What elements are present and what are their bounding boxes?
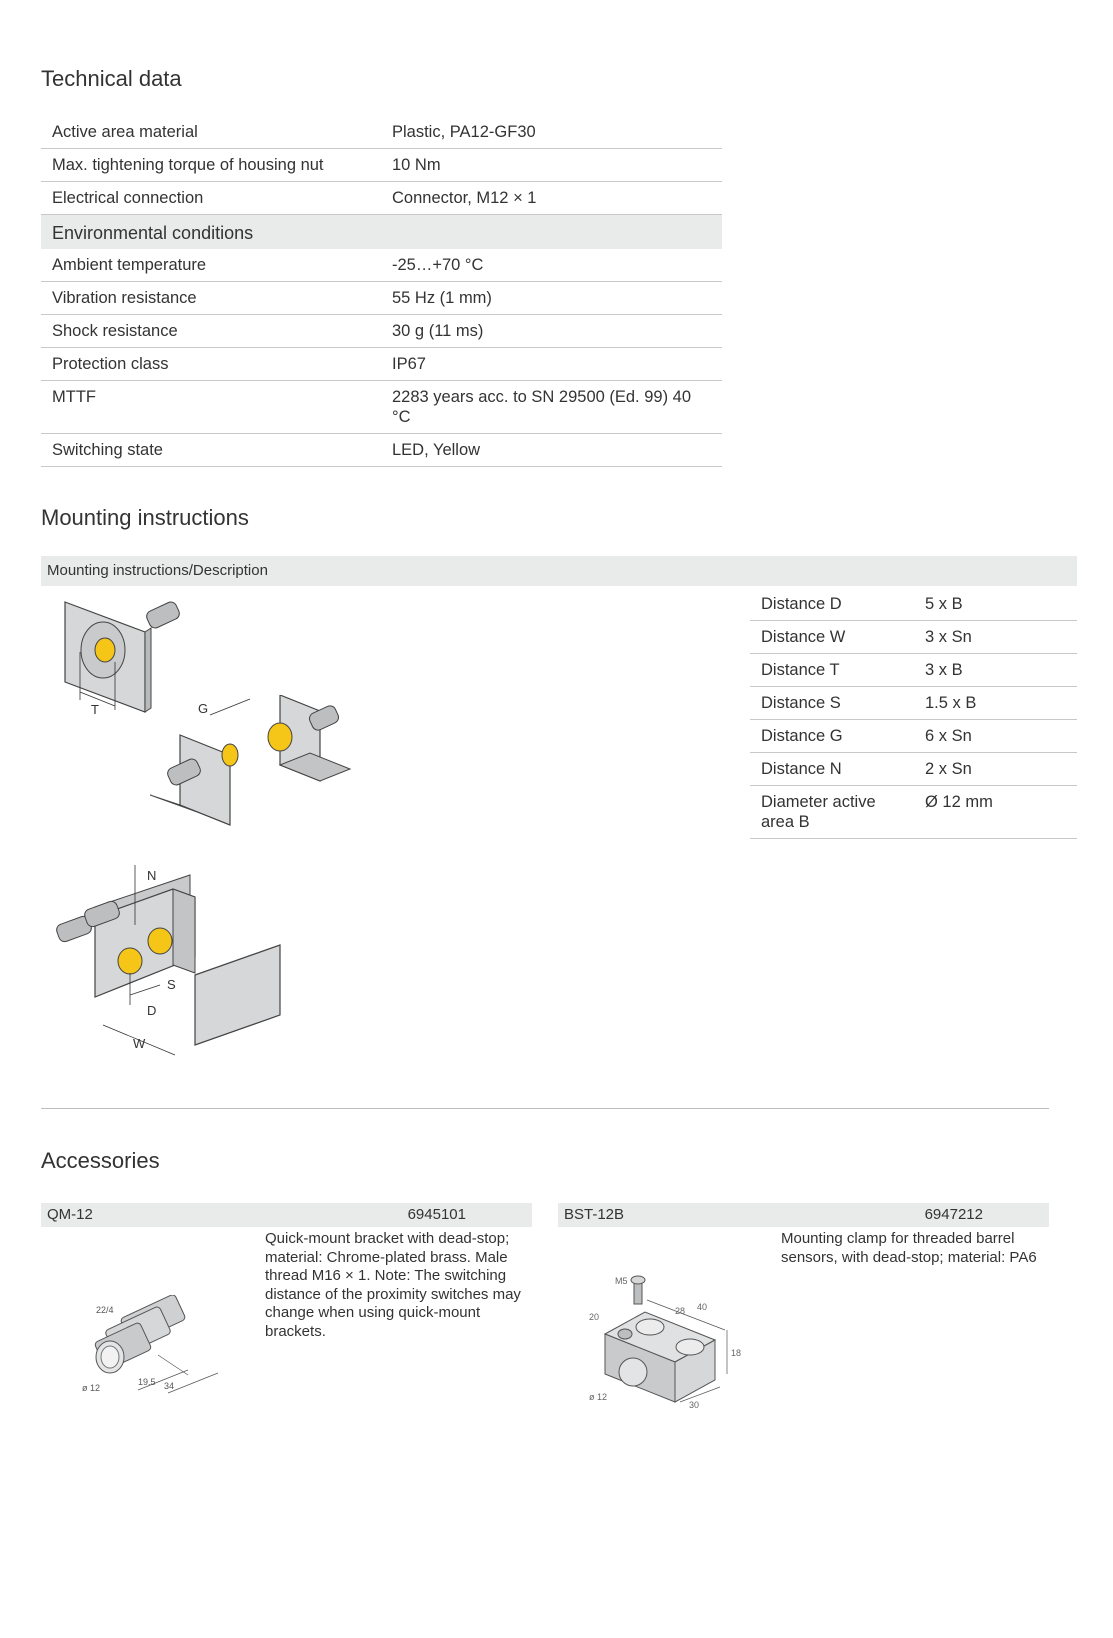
row-label: Ambient temperature xyxy=(41,249,381,282)
accessory-code: 6945101 xyxy=(407,1206,466,1223)
technical-data-table xyxy=(41,116,722,467)
table-row xyxy=(750,621,1077,654)
dim-b: 28 xyxy=(675,1306,686,1316)
row-label: Vibration resistance xyxy=(41,282,381,315)
accessory-image-bst-12b xyxy=(585,1262,745,1412)
mounting-title: Mounting instructions xyxy=(41,505,249,530)
row-label: Electrical connection xyxy=(41,182,381,215)
dim-wrench: 22/4 xyxy=(96,1305,114,1315)
row-label: Distance N xyxy=(750,753,914,786)
dim-length-1: 19.5 xyxy=(138,1377,156,1387)
row-value: Connector, M12 × 1 xyxy=(381,182,722,215)
label-s: S xyxy=(167,977,176,992)
accessory-name: QM-12 xyxy=(47,1206,93,1223)
row-label: MTTF xyxy=(41,381,381,434)
row-value: 3 x Sn xyxy=(914,621,1077,654)
accessory-name: BST-12B xyxy=(564,1206,625,1223)
table-row xyxy=(41,434,722,467)
row-label: Distance S xyxy=(750,687,914,720)
row-label: Protection class xyxy=(41,348,381,381)
dim-diameter: ø 12 xyxy=(82,1383,101,1393)
accessory-image-qm-12 xyxy=(78,1295,228,1395)
label-t: T xyxy=(91,702,99,717)
table-row xyxy=(41,249,722,282)
dim-length-2: 34 xyxy=(164,1381,175,1391)
accessory-code: 6947212 xyxy=(924,1206,983,1223)
mounting-distances-table xyxy=(750,588,1077,839)
dim-screw: M5 xyxy=(615,1276,628,1286)
table-row xyxy=(41,116,722,149)
row-value: 6 x Sn xyxy=(914,720,1077,753)
row-value: LED, Yellow xyxy=(381,434,722,467)
row-value: 30 g (11 ms) xyxy=(381,315,722,348)
table-row xyxy=(750,720,1077,753)
table-row xyxy=(41,381,722,434)
table-row xyxy=(750,687,1077,720)
mounting-diagram-facing xyxy=(150,695,360,855)
row-label: Switching state xyxy=(41,434,381,467)
group-header-row xyxy=(41,215,722,250)
dim-w: 30 xyxy=(689,1400,700,1410)
technical-data-title: Technical data xyxy=(41,66,182,91)
table-row xyxy=(750,654,1077,687)
mounting-description-bar: Mounting instructions/Description xyxy=(41,556,1077,586)
table-row xyxy=(41,348,722,381)
dim-diameter: ø 12 xyxy=(589,1392,608,1402)
row-label: Shock resistance xyxy=(41,315,381,348)
row-label: Distance G xyxy=(750,720,914,753)
table-row xyxy=(750,753,1077,786)
row-value: Plastic, PA12-GF30 xyxy=(381,116,722,149)
row-label: Diameter active area B xyxy=(750,786,914,839)
accessory-description: Quick-mount bracket with dead-stop; material: Chrome-plated brass. Male thread M16 × 1. Note: The switching distance of the proximity switches may change when using quick-mount brackets. xyxy=(265,1230,521,1340)
accessories-title: Accessories xyxy=(41,1148,160,1173)
row-value: 10 Nm xyxy=(381,149,722,182)
table-row xyxy=(41,149,722,182)
label-d: D xyxy=(147,1003,157,1018)
row-label: Distance W xyxy=(750,621,914,654)
row-label: Distance D xyxy=(750,588,914,621)
row-value: 5 x B xyxy=(914,588,1077,621)
table-row xyxy=(750,588,1077,621)
table-row xyxy=(41,282,722,315)
row-value: -25…+70 °C xyxy=(381,249,722,282)
row-value: 1.5 x B xyxy=(914,687,1077,720)
label-n: N xyxy=(147,868,157,883)
mounting-diagram-side-by-side xyxy=(55,865,305,1065)
row-value: Ø 12 mm xyxy=(914,786,1077,839)
accessory-description: Mounting clamp for threaded barrel sensors, with dead-stop; material: PA6 xyxy=(781,1230,1037,1266)
row-value: 55 Hz (1 mm) xyxy=(381,282,722,315)
dim-c: 40 xyxy=(697,1302,708,1312)
table-row xyxy=(41,315,722,348)
row-value: 3 x B xyxy=(914,654,1077,687)
dim-a: 20 xyxy=(589,1312,600,1322)
row-value: 2 x Sn xyxy=(914,753,1077,786)
table-row xyxy=(41,182,722,215)
table-row xyxy=(750,786,1077,839)
row-label: Distance T xyxy=(750,654,914,687)
accessory-header-qm-12[interactable] xyxy=(41,1203,532,1227)
dim-h: 18 xyxy=(731,1348,742,1358)
section-divider xyxy=(41,1108,1049,1109)
label-g: G xyxy=(198,701,209,716)
row-value: IP67 xyxy=(381,348,722,381)
row-label: Active area material xyxy=(41,116,381,149)
row-label: Max. tightening torque of housing nut xyxy=(41,149,381,182)
label-w: W xyxy=(133,1036,146,1051)
accessory-header-bst-12b[interactable] xyxy=(558,1203,1049,1227)
group-header: Environmental conditions xyxy=(41,215,722,250)
row-value: 2283 years acc. to SN 29500 (Ed. 99) 40 °C xyxy=(381,381,722,434)
